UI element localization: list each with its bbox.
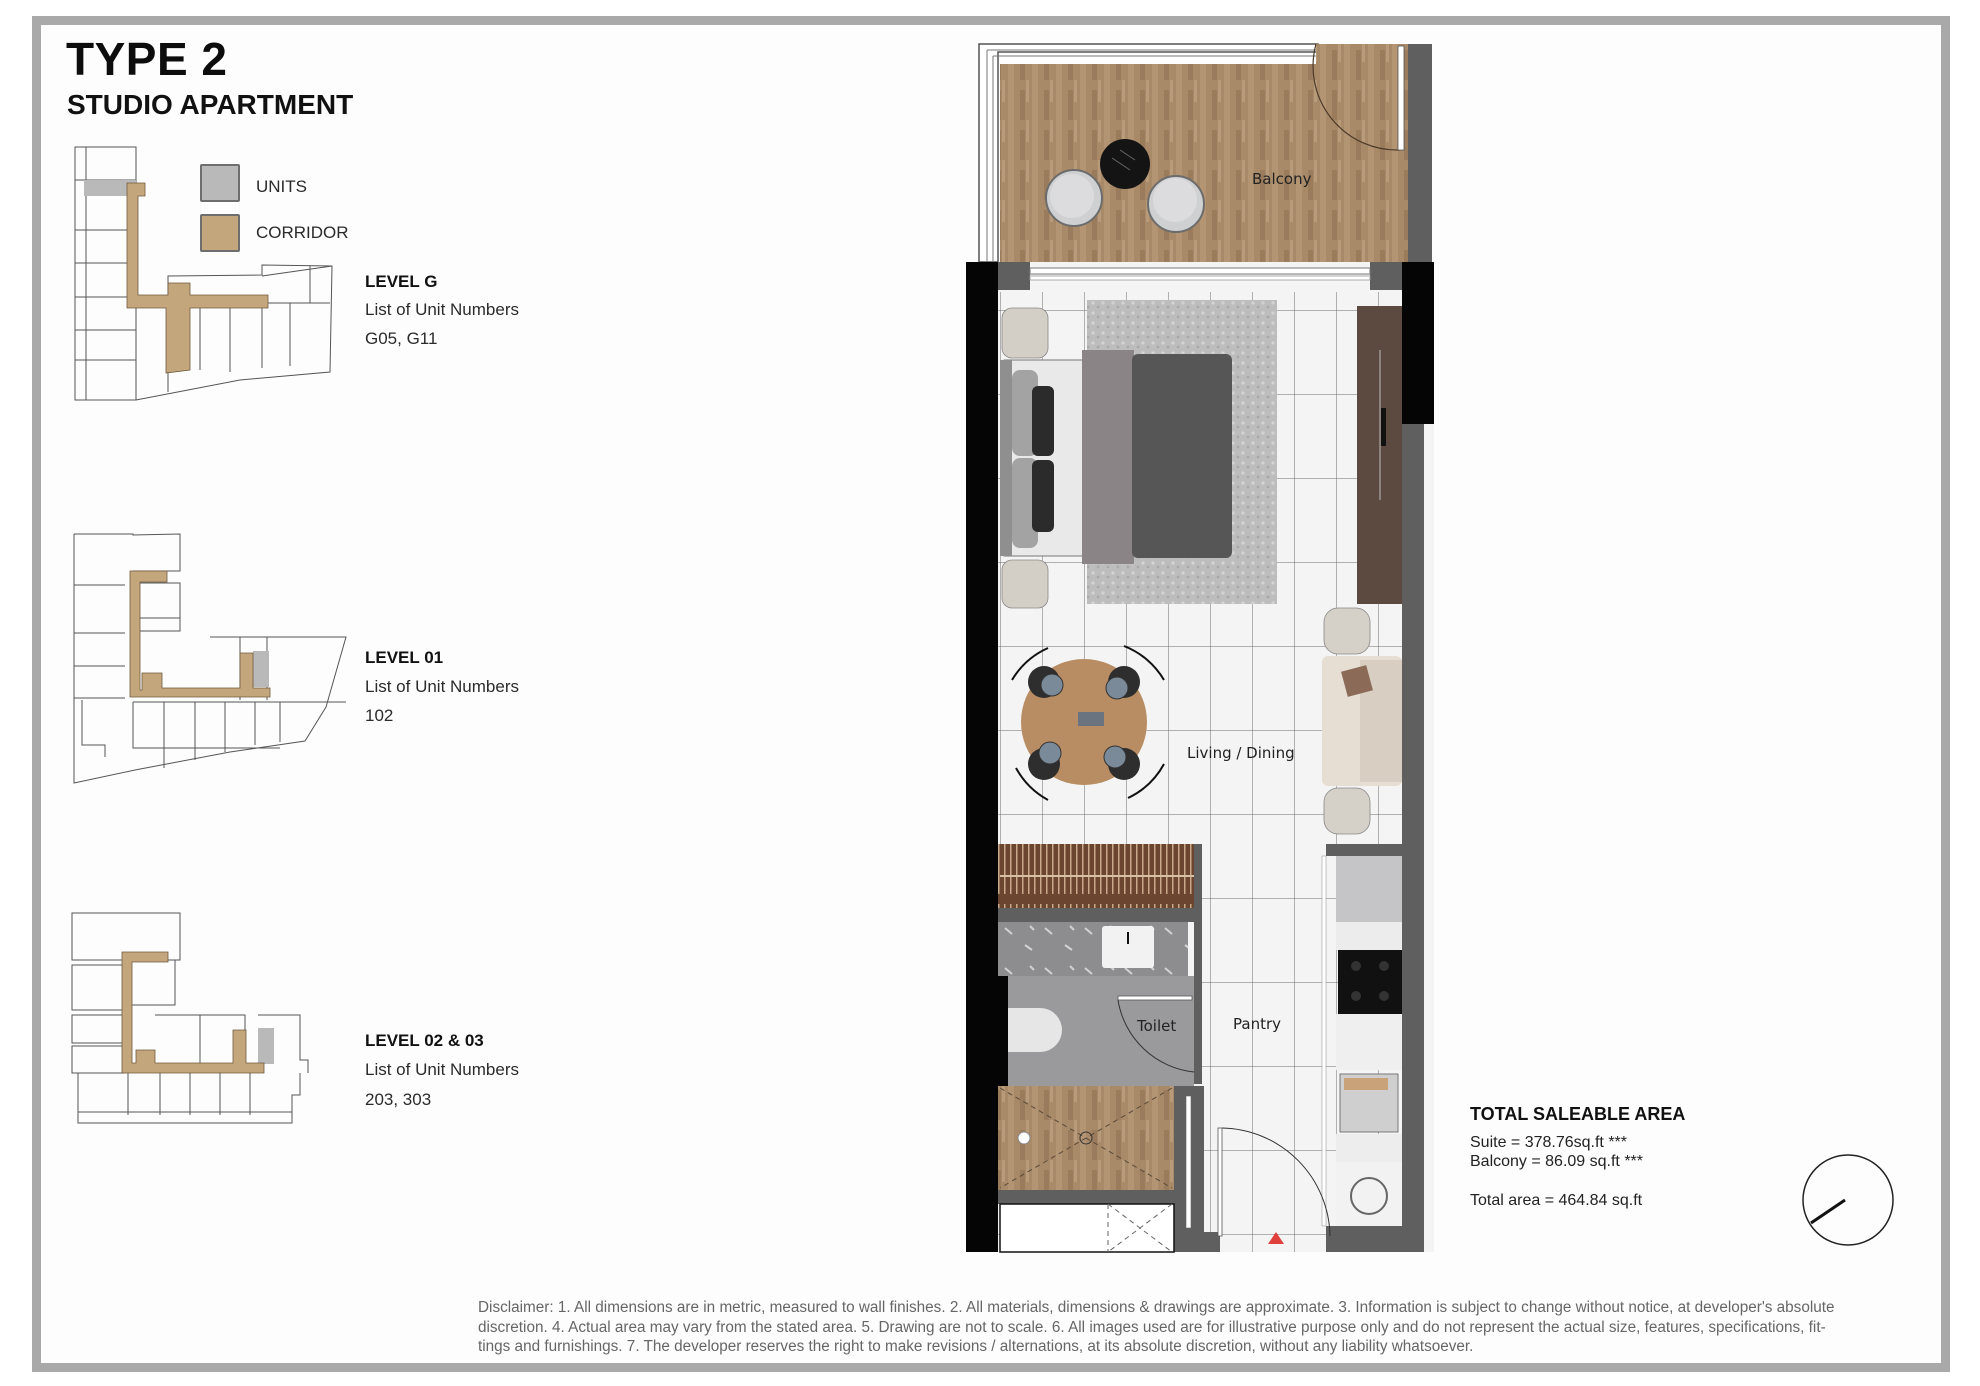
legend-label-corridor: CORRIDOR bbox=[256, 223, 349, 242]
legend-label-units: UNITS bbox=[256, 177, 307, 196]
room-label-pantry: Pantry bbox=[1233, 1015, 1281, 1033]
level-g-subtitle: List of Unit Numbers bbox=[365, 300, 519, 319]
north-arrow-icon bbox=[1800, 1150, 1900, 1250]
level-01-title: LEVEL 01 bbox=[365, 648, 444, 667]
page-subtitle: STUDIO APARTMENT bbox=[67, 89, 354, 120]
level-g-units: G05, G11 bbox=[365, 329, 438, 348]
level-g-title: LEVEL G bbox=[365, 272, 438, 291]
level-02-03-title: LEVEL 02 & 03 bbox=[365, 1031, 484, 1050]
level-01-units: 102 bbox=[365, 706, 394, 725]
disclaimer-line-1: Disclaimer: 1. All dimensions are in metric, measured to wall finishes. 2. All materials, dimensions & drawings are approximate. 3. Information is subject to change without notice, at developer's absolute bbox=[478, 1299, 1835, 1316]
disclaimer-line-3: tings and furnishings. 7. The developer reserves the right to make revisions / alternations, at its absolute discretion, without any liability whatsoever. bbox=[478, 1338, 1474, 1355]
level-02-03-subtitle: List of Unit Numbers bbox=[365, 1060, 519, 1079]
saleable-area-title: TOTAL SALEABLE AREA bbox=[1470, 1104, 1686, 1124]
room-label-living-dining: Living / Dining bbox=[1187, 744, 1295, 762]
suite-area: Suite = 378.76sq.ft *** bbox=[1470, 1134, 1627, 1151]
page-title: TYPE 2 bbox=[66, 33, 228, 85]
balcony-area: Balcony = 86.09 sq.ft *** bbox=[1470, 1153, 1643, 1170]
level-01-subtitle: List of Unit Numbers bbox=[365, 677, 519, 696]
disclaimer-line-2: discretion. 4. Actual area may vary from the stated area. 5. Drawing are not to scale. 6. All images used are for illustrative purpose only and do not represent the actual size, features, specifications, fit- bbox=[478, 1318, 1826, 1336]
room-label-balcony: Balcony bbox=[1252, 170, 1312, 188]
balcony-area bbox=[979, 44, 1432, 262]
room-label-toilet: Toilet bbox=[1137, 1017, 1177, 1035]
level-02-03-units: 203, 303 bbox=[365, 1090, 432, 1109]
total-area: Total area = 464.84 sq.ft bbox=[1470, 1192, 1643, 1209]
disclaimer bbox=[478, 1298, 1918, 1357]
